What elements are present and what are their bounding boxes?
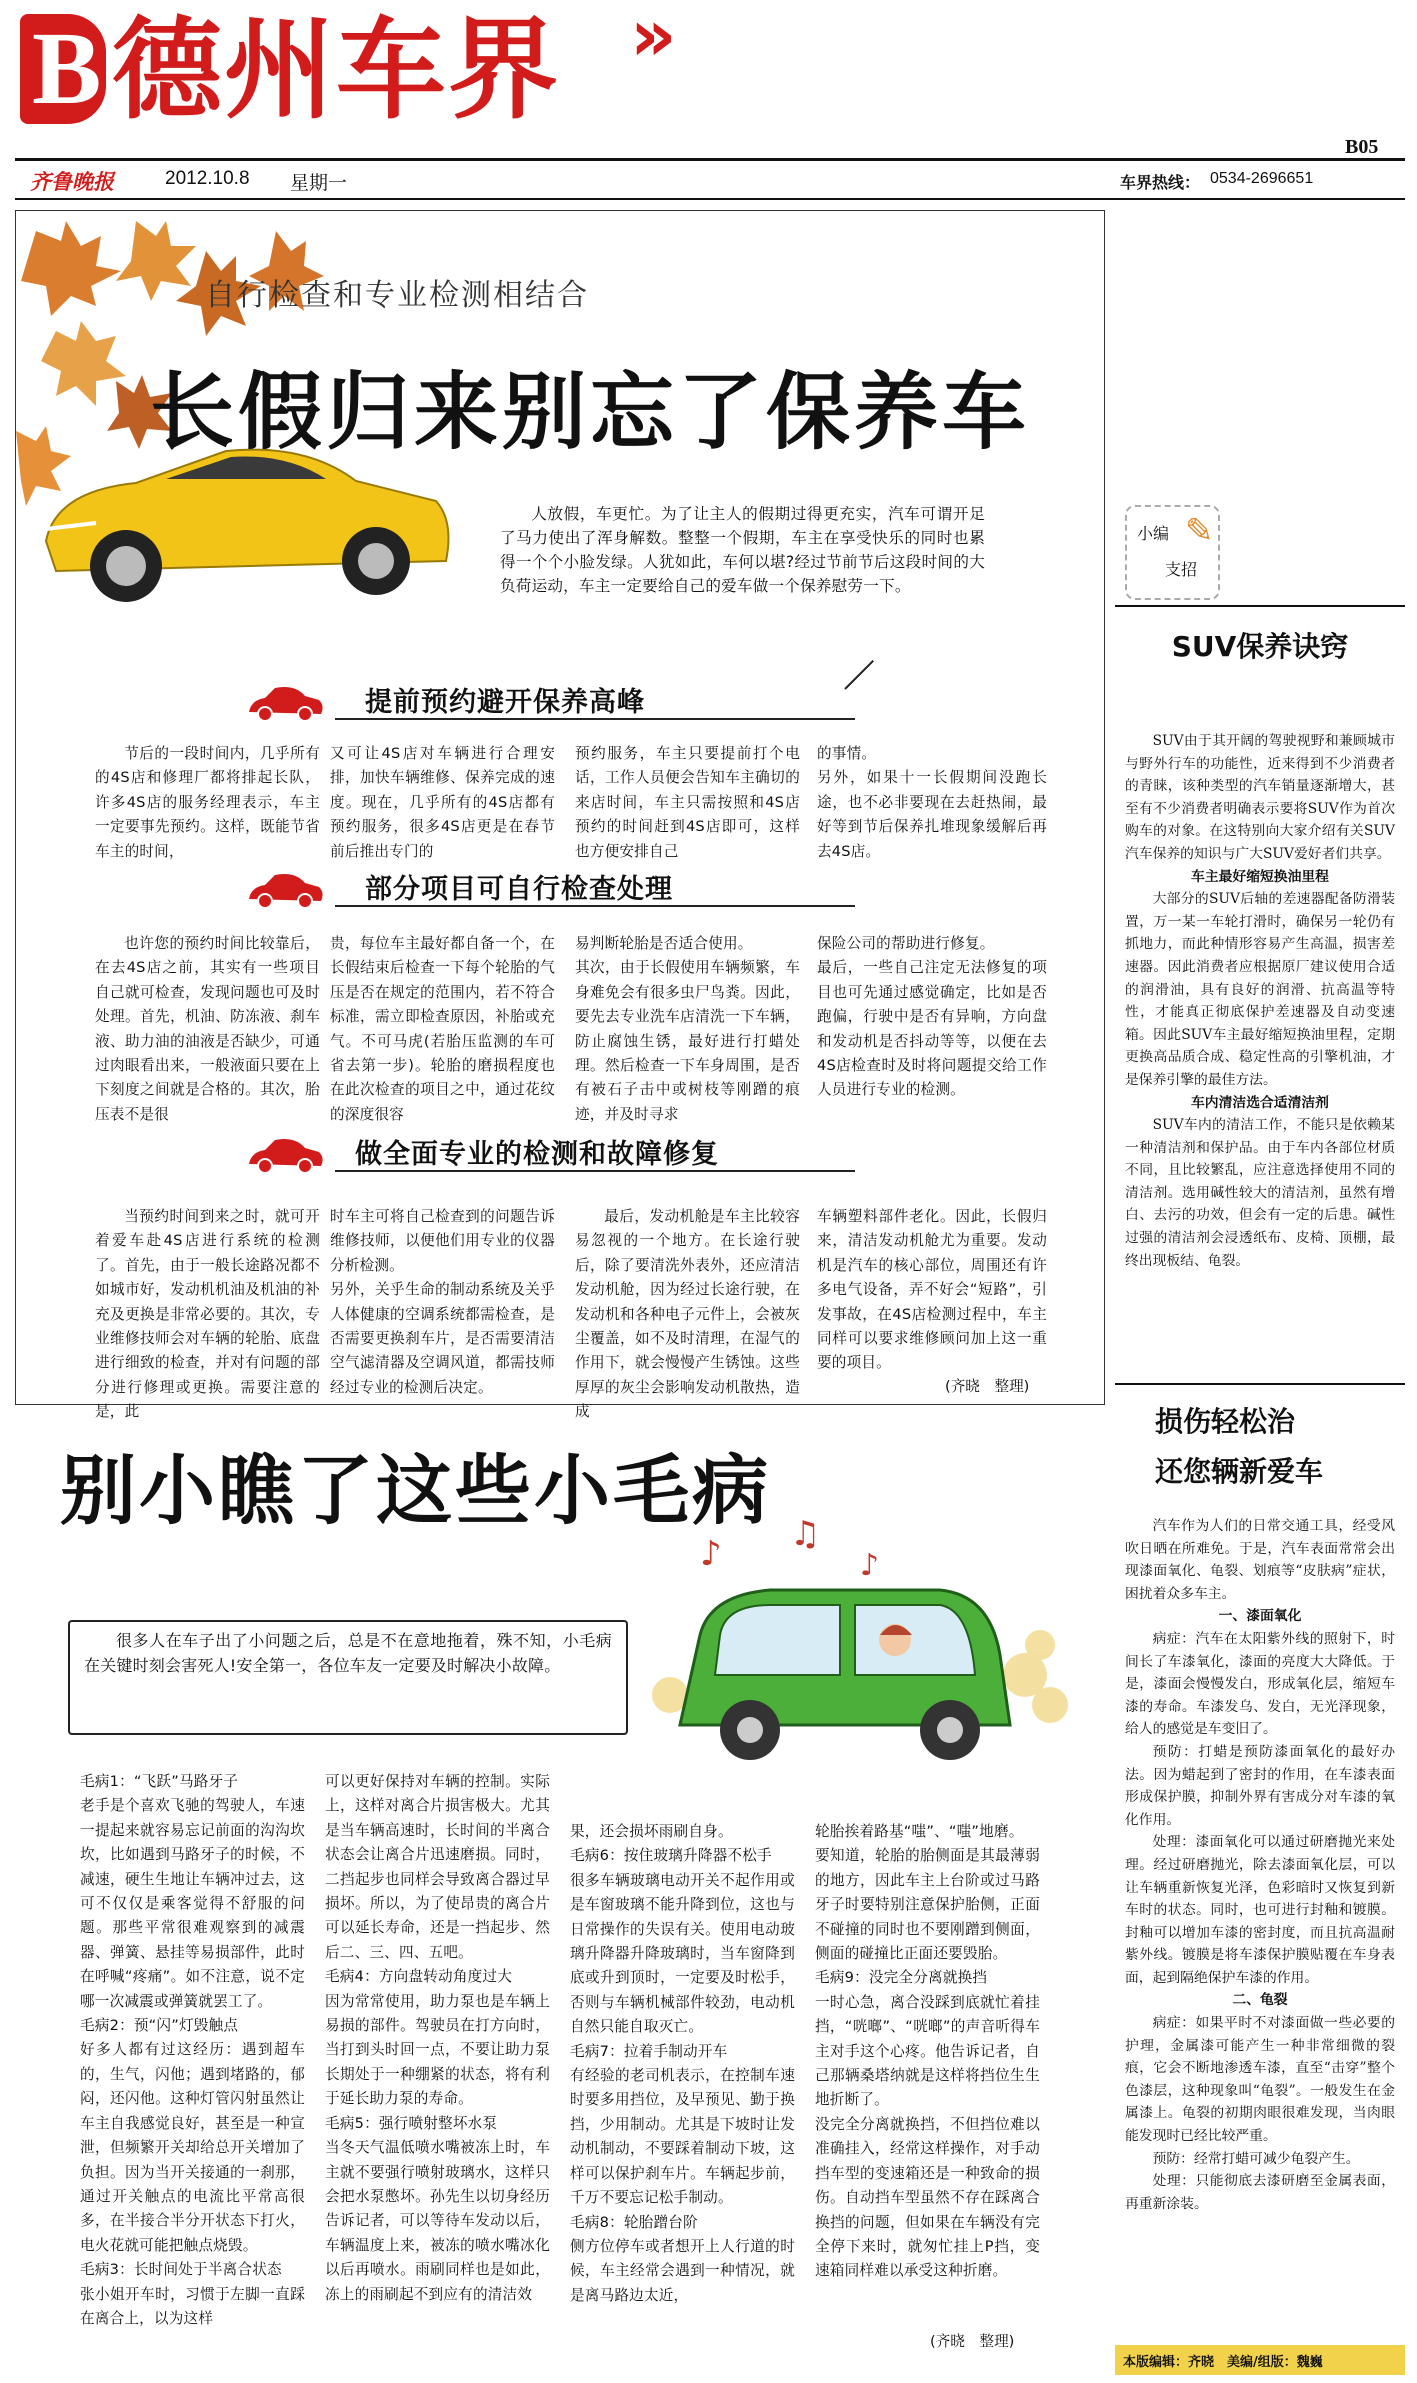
paint-para4: 病症：如果平时不对漆面做一些必要的护理，金属漆可能产生一种非常细微的裂痕，它会不断地渗透车漆，直至“击穿”整个色漆层，这种现象叫“龟裂”。一般发生在金属漆上。龟裂的初期肉眼很难发现，当肉眼能发现时已经比较严重。 xyxy=(1125,2015,1395,2145)
sidebar-mid-rule xyxy=(1115,1383,1405,1385)
tip-badge xyxy=(1125,505,1220,600)
dateline-rule xyxy=(15,198,1405,200)
masthead-rule xyxy=(15,158,1405,161)
hotline-number: 0534-2696651 xyxy=(1210,170,1314,187)
chevron-decoration-icon: » xyxy=(630,0,677,77)
section2-col3: 易判断轮胎是否适合使用。 其次，由于长假使用车辆频繁，车身难免会有很多虫尸鸟粪。因此，要先去专业洗车店清洗一下车辆，防止腐蚀生锈，最好进行打蜡处理。然后检查一下车身周围，是否有被石子击中或树枝等刚蹭的痕迹，并及时寻求 xyxy=(575,935,800,1123)
section1-col4: 的事情。 另外，如果十一长假期间没跑长途，也不必非要现在去赶热闹，最好等到节后保养扎堆现象缓解后再去4S店。 xyxy=(817,745,1047,860)
section3-title: 做全面专业的检测和故障修复 xyxy=(355,1139,719,1170)
paint-para3: 处理：漆面氧化可以通过研磨抛光来处理。经过研磨抛光，除去漆面氧化层，可以让车辆重新恢复光泽，色彩暗时又恢复到新车时的状态。同时，也可进行封釉和镀膜。封釉可以增加车漆的密封度，而且抗高温耐紫外线。镀膜是将车漆保护膜贴覆在车身表面，起到隔绝保护车漆的作用。 xyxy=(1125,1834,1395,1986)
section3-body xyxy=(95,1205,1095,1421)
dateline xyxy=(30,162,1400,196)
article2-col4: 轮胎挨着路基“嗤”、“嗤”地磨。 要知道，轮胎的胎侧面是其最薄弱的地方，因此车主上台阶或过马路牙子时要特别注意保护胎侧，正面不碰撞的同时也不要刚蹭到侧面，侧面的碰撞比正面还要毁胎。 毛病9：没完全分离就换挡 一时心急，离合没踩到底就忙着挂挡，“咣啷”、“咣啷”的声音听得车主对手这个心疼。他告诉记者，自己那辆桑塔纳就是这样将挡位生生地折断了。 没完全分离就换挡，不但挡位难以准确挂入，经常这样操作，对手动挡车型的变速箱还是一种致命的损伤。自动挡车型虽然不存在踩离合换挡的问题，但如果在车辆没有完全停下来时，就匆忙挂上P挡，变速箱同样难以承受这种折磨。 xyxy=(815,1823,1040,2280)
suv-subhead2: 车内清洁选合适清洁剂 xyxy=(1191,1094,1329,1111)
article2-col2: 可以更好保持对车辆的控制。实际上，这样对离合片损害极大。尤其是当车辆高速时，长时间的半离合状态会让离合片迅速磨损。同时，二挡起步也同样会导致离合器过早损坏。所以，为了使昂贵的离合片可以延长寿命，还是一挡起步、然后二、三、四、五吧。 毛病4：方向盘转动角度过大 因为常常使用，助力泵也是车辆上易损的部件。驾驶员在打方向时，当打到头时回一点，不要让助力泵长期处于一种绷紧的状态，将有利于延长助力泵的寿命。 毛病5：强行喷射整坏水泵 当冬天气温低喷水嘴被冻上时，车主就不要强行喷射玻璃水，这样只会把水泵憋坏。孙先生以切身经历告诉记者，可以等待车发动以后，车辆温度上来，被冻的喷水嘴冰化以后再喷水。雨刷同样也是如此，冻上的雨刷起不到应有的清洁效 xyxy=(325,1773,550,2303)
section-title: 德州车界 xyxy=(112,5,560,134)
section3-col3: 最后，发动机舱是车主比较容易忽视的一个地方。在长途行驶后，除了要清洗外表外，还应清洁发动机舱，因为经过长途行驶，在发动机和各种电子元件上，会被灰尘覆盖，如不及时清理，在湿气的作用下，就会慢慢产生锈蚀。这些厚厚的灰尘会影响发动机散热，造成 xyxy=(575,1208,800,1421)
article1-kicker: 自行检查和专业检测相结合 xyxy=(205,278,589,313)
suv-intro: SUV由于其开阔的驾驶视野和兼顾城市与野外行车的功能性，近来得到不少消费者的青睐，该种类型的汽车销量逐渐增大，甚至有不少消费者明确表示要将SUV作为首次购车的对象。在这特别向大家介绍有关SUV汽车保养的知识与广大SUV爱好者们共享。 xyxy=(1125,733,1395,862)
section-badge xyxy=(20,11,106,126)
red-car-icon xyxy=(245,871,325,909)
svg-text:♪: ♪ xyxy=(700,1534,722,1574)
sidebar xyxy=(1115,505,1405,2375)
section2-col2: 贵，每位车主最好都自备一个，在长假结束后检查一下每个轮胎的气压是否在规定的范围内，若不符合标准，需立即检查原因，补胎或充气。不可马虎(若胎压监测的车可省去第一步)。轮胎的磨损程度也在此次检查的项目之中，通过花纹的深度很容 xyxy=(330,935,555,1123)
newspaper-name: 齐鲁晚报 xyxy=(30,169,114,194)
paint-intro: 汽车作为人们的日常交通工具，经受风吹日晒在所难免。于是，汽车表面常常会出现漆面氧化、龟裂、划痕等“皮肤病”症状，困扰着众多车主。 xyxy=(1125,1518,1395,1602)
paint-subhead1: 一、漆面氧化 xyxy=(1218,1608,1302,1625)
article2-col3: 果，还会损坏雨刷自身。 毛病6：按住玻璃升降器不松手 很多车辆玻璃电动开关不起作用或是车窗玻璃不能升降到位，这也与日常操作的失误有关。使用电动玻璃升降器升降玻璃时，当车窗降到底或升到顶时，一定要及时松手，否则与车辆机械部件较劲，电动机自然只能自取灭亡。 毛病7：拉着手制动开车 有经验的老司机表示，在控制车速时要多用挡位，及早预见、勤于换挡，少用制动。尤其是下坡时让发动机制动，不要踩着制动下坡，这样可以保护刹车片。车辆起步前，千万不要忘记松手制动。 毛病8：轮胎蹭台阶 侧方位停车或者想开上人行道的时候，车主经常会遇到一种情况，就是离马路边太近， xyxy=(570,1823,795,2304)
article2-byline: (齐晓 整理) xyxy=(930,2333,1015,2350)
paint-body xyxy=(1125,1515,1395,2215)
suv-body xyxy=(1125,730,1395,1272)
section3-col1: 当预约时间到来之时，就可开着爱车赴4S店进行系统的检测了。首先，由于一般长途路况都不如城市好，发动机机油及机油的补充及更换是非常必要的。其次，专业维修技师会对车辆的轮胎、底盘进行细致的检查，并对有问题的部分进行修理或更换。需要注意的是，此 xyxy=(95,1208,320,1421)
article1-lead: 人放假，车更忙。为了让主人的假期过得更充实，汽车可谓开足了马力使出了浑身解数。整整一个假期，车主在享受快乐的同时也累得一个个小脸发绿。人犹如此，车何以堪?经过节前节后这段时间的大负荷运动，车主一定要给自己的爱车做一个保养慰劳一下。 xyxy=(500,505,985,595)
section1-col3: 预约服务，车主只要提前打个电话，工作人员便会告知车主确切的来店时间，车主只需按照和4S店预约的时间赶到4S店即可，这样也方便安排自己 xyxy=(575,745,800,860)
editor-credit-bar xyxy=(1115,2345,1405,2375)
section1-header xyxy=(245,678,885,726)
section3-header xyxy=(245,1130,885,1178)
suv-subhead1: 车主最好缩短换油里程 xyxy=(1191,868,1329,885)
issue-date: 2012.10.8 xyxy=(165,168,250,189)
paint-title1: 损伤轻松治 xyxy=(1155,1405,1296,1438)
article1-byline: (齐晓 整理) xyxy=(945,1378,1030,1395)
section2-col1: 也许您的预约时间比较靠后，在去4S店之前，其实有一些项目自己就可检查，发现问题也可及时处理。首先，机油、防冻液、刹车液、助力油的油液是否缺少，可通过肉眼看出来，一般液面只要在上下刻度之间就是合格的。其次，胎压表不是很 xyxy=(95,935,320,1123)
tip-label2: 支招 xyxy=(1165,560,1198,579)
pencil-icon: ✎ xyxy=(1185,511,1214,551)
paint-title2: 还您辆新爱车 xyxy=(1155,1455,1324,1488)
svg-text:♫: ♫ xyxy=(790,1514,821,1554)
svg-text:♪: ♪ xyxy=(860,1548,880,1583)
editor-credit: 本版编辑：齐晓 美编/组版：魏巍 xyxy=(1123,2355,1323,2370)
article2-callout: 很多人在车子出了小问题之后，总是不在意地拖着，殊不知，小毛病在关键时刻会害死人!安全第一，各位车友一定要及时解决小故障。 xyxy=(84,1631,612,1675)
paint-subhead2: 二、龟裂 xyxy=(1232,1992,1288,2009)
suv-title: SUV保养诀窍 xyxy=(1171,630,1349,663)
paint-para6: 处理：只能彻底去漆研磨至金属表面，再重新涂装。 xyxy=(1125,2173,1395,2212)
section3-col2: 时车主可将自己检查到的问题告诉维修技师，以便他们用专业的仪器分析检测。 另外，关乎生命的制动系统及关乎人体健康的空调系统都需检查，是否需要更换刹车片，是否需要清洁空气滤清器及空调风道，都需技师经过专业的检测后决定。 xyxy=(330,1208,555,1396)
paint-para1: 病症：汽车在太阳紫外线的照射下，时间长了车漆氧化，漆面的亮度大大降低。于是，漆面会慢慢发白，形成氧化层，缩短车漆的寿命。车漆发乌、发白，无光泽现象，给人的感觉是车变旧了。 xyxy=(1125,1630,1395,1738)
section1-col2: 又可让4S店对车辆进行合理安排，加快车辆维修、保养完成的速度。现在，几乎所有的4S店都有预约服务，很多4S店更是在春节前后推出专门的 xyxy=(330,745,555,860)
issue-weekday: 星期一 xyxy=(290,172,348,194)
sidebar-top-rule xyxy=(1115,605,1405,607)
hotline-label: 车界热线： xyxy=(1120,173,1201,192)
article2-callout-box xyxy=(68,1620,628,1735)
music-notes xyxy=(700,1514,879,1583)
article1-headline: 长假归来别忘了保养车 xyxy=(150,363,1031,461)
section3-col4: 车辆塑料部件老化。因此，长假归来，清洁发动机舱尤为重要。发动机是汽车的核心部位，周围还有许多电气设备，弄不好会“短路”，引发事故，在4S店检测过程中，车主同样可以要求维修顾问加上这一重要的项目。 xyxy=(817,1208,1047,1372)
section-letter: B xyxy=(32,11,102,126)
suv-para1: 大部分的SUV后轴的差速器配备防滑装置，万一某一车轮打滑时，确保另一轮仍有抓地力，而此种情形容易产生高温，损害差速器。因此消费者应根据原厂建议使用合适的润滑油，具有良好的润滑、抗高温等特性，才能真正彻底保护差速器及自动变速箱。因此SUV车主最好缩短换油里程，定期更换高品质合成、稳定性高的引擎机油，才是保养引擎的最佳方法。 xyxy=(1125,891,1395,1088)
section2-title: 部分项目可自行检查处理 xyxy=(365,874,673,905)
green-car-illustration xyxy=(640,1505,1080,1770)
tip-label1: 小编 xyxy=(1137,524,1170,543)
yellow-sports-car xyxy=(46,450,448,602)
article2-body xyxy=(80,1770,1090,2370)
red-car-icon xyxy=(245,684,325,722)
section2-body xyxy=(95,932,1095,1122)
paint-para2: 预防：打蜡是预防漆面氧化的最好办法。因为蜡起到了密封的作用，在车漆表面形成保护膜，抑制外界有害成分对车漆的氧化作用。 xyxy=(1125,1743,1395,1828)
section2-header xyxy=(245,865,885,913)
red-car-icon xyxy=(245,1136,325,1174)
paint-para5: 预防：经常打蜡可减少龟裂产生。 xyxy=(1152,2150,1360,2167)
article2-headline: 别小瞧了这些小毛病 xyxy=(60,1446,771,1535)
section1-col1: 节后的一段时间内，几乎所有的4S店和修理厂都将排起长队，许多4S店的服务经理表示，车主一定要事先预约。这样，既能节省车主的时间， xyxy=(95,745,320,860)
section1-title: 提前预约避开保养高峰 xyxy=(365,687,645,718)
article2-col1: 毛病1：“飞跃”马路牙子 老手是个喜欢飞驰的驾驶人，车速一提起来就容易忘记前面的沟沟坎坎，比如遇到马路牙子的时候，不减速，硬生生地让车辆冲过去，这可不仅仅是乘客觉得不舒服的问题。那些平常很难观察到的减震器、弹簧、悬挂等易损部件，此时在呼喊“疼痛”。如不注意，说不定哪一次减震或弹簧就罢工了。 毛病2：预“闪”灯毁触点 好多人都有过这经历：遇到超车的，生气，闪他；遇到堵路的，郁闷，还闪他。这种灯管闪射虽然让车主自我感觉良好，甚至是一种宣泄，但频繁开关却给总开关增加了负担。因为当开关接通的一刹那，通过开关触点的电流比平常高很多，在半接合半分开状态下打火，电火花就可能把触点烧毁。 毛病3：长时间处于半离合状态 张小姐开车时，习惯于左脚一直踩在离合上，以为这样 xyxy=(80,1773,305,2327)
masthead xyxy=(0,0,1417,160)
suv-para2: SUV车内的清洁工作，不能只是依赖某一种清洁剂和保护品。由于车内各部位材质不同，且比较繁乱，应注意选择使用不同的清洁剂。选用碱性较大的清洁剂，虽然有增白、去污的功效，但会有一定的后患。碱性过强的清洁剂会浸透纸布、皮椅、顶棚，最终出现板结、龟裂。 xyxy=(1125,1117,1395,1269)
section1-body xyxy=(95,742,1095,860)
page-number: B05 xyxy=(1345,136,1379,158)
section2-col4: 保险公司的帮助进行修复。 最后，一些自己注定无法修复的项目也可先通过感觉确定，比如是否跑偏，行驶中是否有异响，方向盘和发动机是否抖动等等，以便在去4S店检查时及时将问题提交给工作人员进行专业的检测。 xyxy=(817,935,1047,1099)
